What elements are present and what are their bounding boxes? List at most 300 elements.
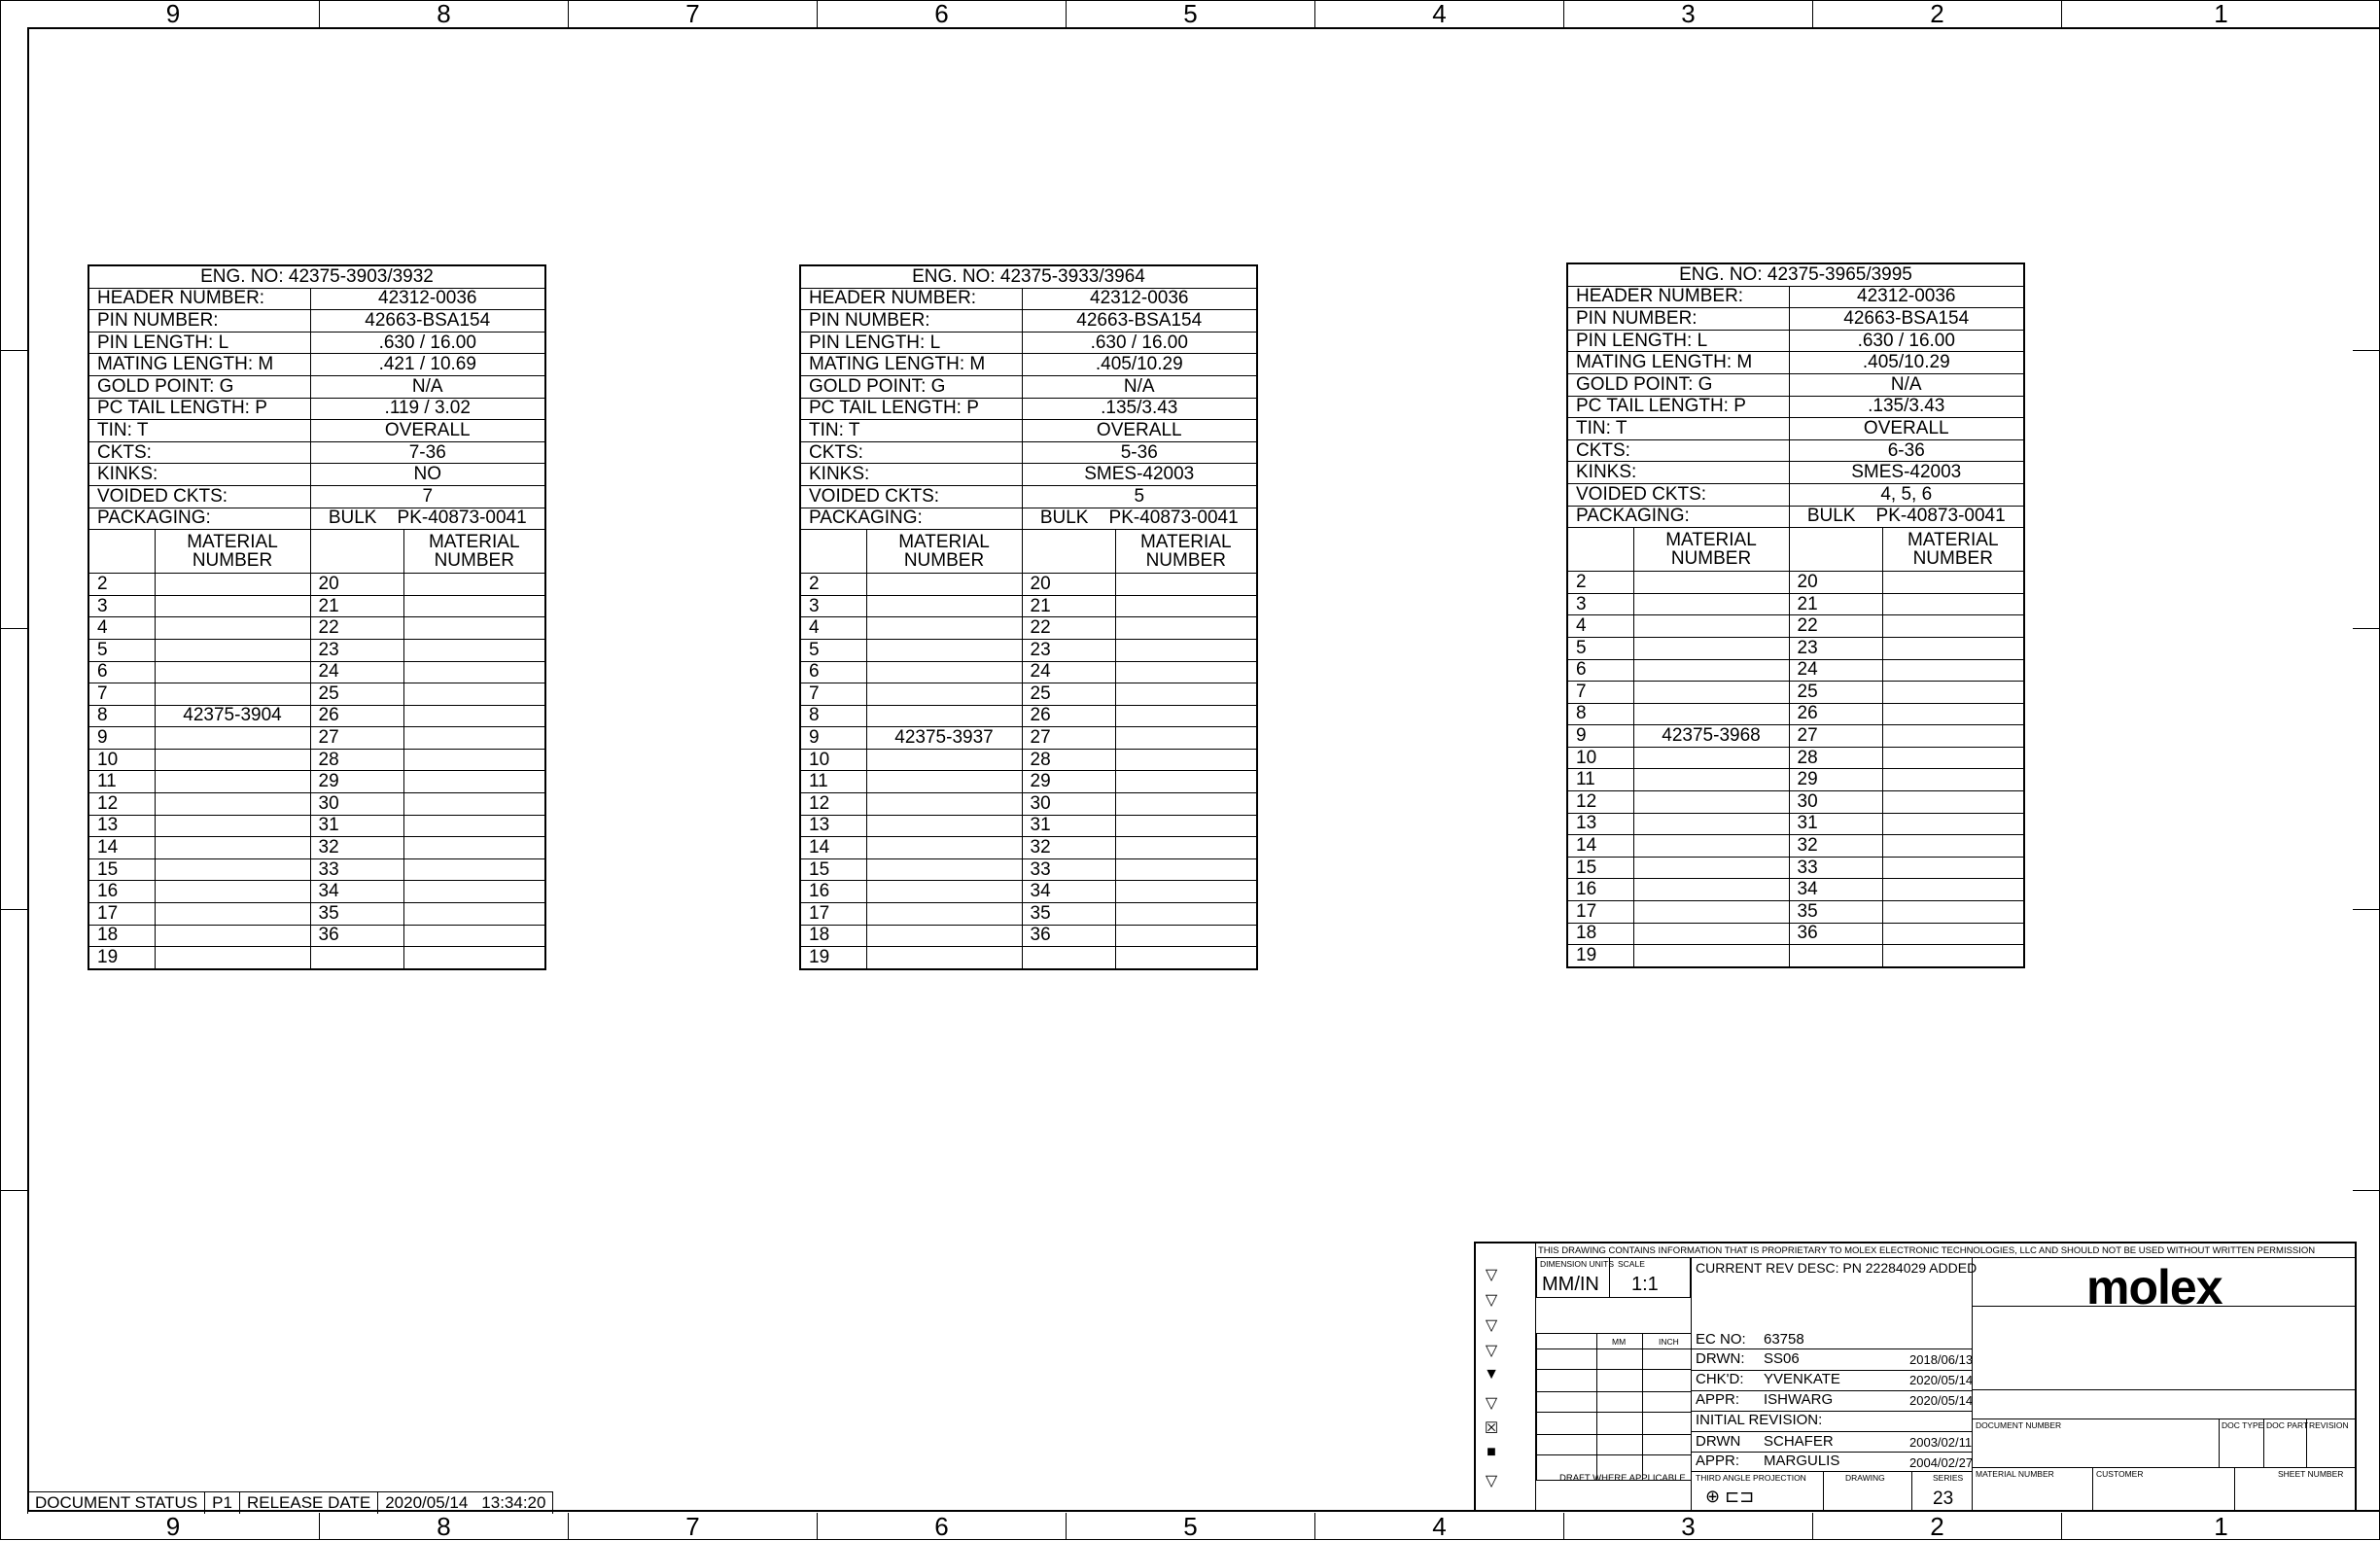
material-number: 42375-3904 — [155, 705, 310, 727]
circuit-count: 4 — [88, 617, 155, 640]
spec-label: PIN NUMBER: — [800, 310, 1022, 333]
spec-value: .135/3.43 — [1022, 398, 1257, 420]
spec-label: TIN: T — [1567, 418, 1789, 440]
table-row — [800, 858, 1257, 881]
circuit-count: 16 — [800, 881, 866, 903]
spec-label: GOLD POINT: G — [88, 375, 310, 398]
circuit-count: 34 — [1789, 879, 1882, 901]
spec-label: KINKS: — [88, 464, 310, 486]
document-number-label: DOCUMENT NUMBER — [1976, 1420, 2062, 1430]
circuit-count: 23 — [1789, 637, 1882, 659]
circuit-count: 31 — [1022, 815, 1115, 837]
circuit-count: 30 — [1789, 791, 1882, 814]
proprietary-notice: THIS DRAWING CONTAINS INFORMATION THAT IS PROPRIETARY TO MOLEX ELECTRONIC TECHNOLOGIES, LLC AND SHOULD NOT BE USED WITHOUT WRITTEN PERMISSION — [1538, 1245, 2316, 1256]
circuit-count: 5 — [800, 639, 866, 661]
spec-value: SMES-42003 — [1022, 464, 1257, 486]
circuit-count: 16 — [88, 881, 155, 903]
material-header-row — [800, 530, 1257, 574]
zone-tick — [2353, 909, 2380, 910]
circuit-count: 29 — [1789, 769, 1882, 791]
material-number — [1882, 593, 2024, 615]
circuit-count: 6 — [1567, 659, 1633, 682]
zone-label: 4 — [1314, 1513, 1563, 1540]
circuit-count: 34 — [310, 881, 403, 903]
circuit-count: 32 — [310, 837, 403, 859]
spec-row — [88, 464, 545, 486]
circuit-count: 33 — [1022, 858, 1115, 881]
drwn-date: 2018/06/13 — [1909, 1352, 1974, 1367]
divider — [1691, 1257, 1692, 1512]
packaging-row — [88, 508, 545, 530]
material-number — [1633, 615, 1789, 638]
table-row — [1567, 703, 2024, 725]
spec-value: N/A — [310, 375, 545, 398]
table-row — [88, 661, 545, 683]
material-number — [1882, 791, 2024, 814]
zone-label: 6 — [817, 1513, 1066, 1540]
circuit-count: 19 — [88, 947, 155, 969]
material-number — [1633, 682, 1789, 704]
circuit-count: 20 — [1789, 572, 1882, 594]
table-row — [1567, 813, 2024, 835]
material-number — [155, 925, 310, 947]
circuit-count: 11 — [88, 771, 155, 793]
zone-label: 5 — [1066, 1513, 1314, 1540]
circuit-count: 17 — [800, 903, 866, 926]
material-number — [403, 683, 545, 706]
material-number — [403, 881, 545, 903]
table-row — [88, 947, 545, 969]
material-header-row — [1567, 528, 2024, 572]
circuit-count: 35 — [1789, 901, 1882, 924]
material-number — [1882, 615, 2024, 638]
material-number — [1115, 858, 1257, 881]
zone-label: 5 — [1066, 0, 1314, 27]
spec-value: N/A — [1022, 375, 1257, 398]
circuit-count: 25 — [310, 683, 403, 706]
circuit-count: 22 — [310, 617, 403, 640]
spec-label: VOIDED CKTS: — [88, 485, 310, 508]
divider — [1823, 1471, 1824, 1512]
revision-label: REVISION — [2309, 1420, 2349, 1430]
table-row — [1567, 791, 2024, 814]
zone-tick — [2353, 1190, 2380, 1191]
init-drwn-label: DRWN — [1696, 1433, 1741, 1450]
circuit-count: 3 — [1567, 593, 1633, 615]
material-number — [866, 617, 1022, 640]
zone-label: 7 — [568, 1513, 817, 1540]
circuit-count: 35 — [1022, 903, 1115, 926]
material-number — [1882, 813, 2024, 835]
spec-label: TIN: T — [88, 420, 310, 442]
zone-label: 9 — [165, 1512, 181, 1541]
circuit-header-cell — [1022, 530, 1115, 574]
table-row — [800, 617, 1257, 640]
material-number — [403, 617, 545, 640]
material-number — [403, 595, 545, 617]
spec-label: PIN LENGTH: L — [1567, 330, 1789, 352]
zone-label: 9 — [165, 0, 181, 28]
circuit-count: 17 — [88, 903, 155, 926]
spec-label: HEADER NUMBER: — [1567, 286, 1789, 308]
spec-row — [1567, 330, 2024, 352]
circuit-count: 26 — [1022, 705, 1115, 727]
material-number — [155, 727, 310, 750]
document-status-bar — [27, 1491, 553, 1514]
divider — [1911, 1471, 1912, 1512]
circuit-count: 24 — [1789, 659, 1882, 682]
circuit-count: 34 — [1022, 881, 1115, 903]
circuit-count: 18 — [88, 925, 155, 947]
material-number — [866, 639, 1022, 661]
table-row — [88, 639, 545, 661]
material-number-header: MATERIAL NUMBER — [1115, 530, 1257, 574]
title-block — [1474, 1242, 2357, 1512]
material-number — [1633, 923, 1789, 945]
spec-value: 7 — [310, 485, 545, 508]
spec-value: .405/10.29 — [1789, 352, 2024, 374]
spec-row — [800, 398, 1257, 420]
circuit-count: 24 — [1022, 661, 1115, 683]
circuit-count: 4 — [1567, 615, 1633, 638]
circuit-count — [310, 947, 403, 969]
release-date: 2020/05/14 — [377, 1492, 474, 1514]
filled-square-icon: ■ — [1487, 1444, 1496, 1460]
circuit-count: 29 — [310, 771, 403, 793]
drwn: SS06 — [1764, 1350, 1800, 1367]
circuit-count: 21 — [1789, 593, 1882, 615]
circuit-count: 12 — [800, 793, 866, 816]
spec-row — [88, 310, 545, 333]
circuit-count: 16 — [1567, 879, 1633, 901]
ec-no: 63758 — [1764, 1331, 1804, 1348]
material-number — [1882, 659, 2024, 682]
third-angle-projection-icon: ⊕ ⊏⊐ — [1705, 1487, 1755, 1506]
material-number — [155, 881, 310, 903]
material-number — [155, 815, 310, 837]
spec-row — [1567, 373, 2024, 396]
release-date-label: RELEASE DATE — [239, 1492, 377, 1514]
material-number — [1633, 593, 1789, 615]
dimension-units-label: DIMENSION UNITS — [1540, 1259, 1615, 1269]
material-number — [1633, 901, 1789, 924]
table-row — [1567, 682, 2024, 704]
spec-label: PC TAIL LENGTH: P — [1567, 396, 1789, 418]
spec-row — [1567, 439, 2024, 462]
material-number — [155, 661, 310, 683]
circuit-count: 36 — [310, 925, 403, 947]
spec-label: MATING LENGTH: M — [800, 354, 1022, 376]
circuit-count: 15 — [800, 858, 866, 881]
circuit-count: 23 — [310, 639, 403, 661]
circuit-count: 10 — [1567, 747, 1633, 769]
circuit-count: 28 — [1789, 747, 1882, 769]
spec-label: VOIDED CKTS: — [1567, 483, 1789, 506]
material-number — [155, 617, 310, 640]
circuit-count: 20 — [310, 574, 403, 596]
molex-logo: molex — [2086, 1260, 2222, 1314]
surface-finish-icon: ▽ — [1485, 1292, 1498, 1309]
packaging-label: PACKAGING: — [88, 508, 310, 530]
circuit-count: 5 — [1567, 637, 1633, 659]
material-number — [155, 683, 310, 706]
init-appr-label: APPR: — [1696, 1453, 1740, 1469]
material-number — [1882, 703, 2024, 725]
spec-row — [800, 485, 1257, 508]
spec-row — [1567, 308, 2024, 331]
material-number-header: MATERIAL NUMBER — [1633, 528, 1789, 572]
material-number — [1882, 572, 2024, 594]
divider — [2219, 1418, 2220, 1467]
zone-label: 3 — [1563, 1513, 1812, 1540]
spec-value: 5 — [1022, 485, 1257, 508]
packaging-label: PACKAGING: — [800, 508, 1022, 530]
material-number — [1115, 815, 1257, 837]
circuit-count: 2 — [88, 574, 155, 596]
table-row — [88, 858, 545, 881]
circuit-count: 15 — [1567, 857, 1633, 879]
table-row — [800, 595, 1257, 617]
init-drwn: SCHAFER — [1764, 1433, 1834, 1450]
divider — [2092, 1467, 2093, 1512]
customer-label: CUSTOMER — [2096, 1469, 2144, 1479]
table-row — [88, 749, 545, 771]
material-number — [1633, 637, 1789, 659]
circuit-count: 13 — [1567, 813, 1633, 835]
spec-table-1 — [88, 264, 546, 970]
material-number — [1633, 879, 1789, 901]
init-appr: MARGULIS — [1764, 1453, 1840, 1469]
circuit-header-cell — [88, 530, 155, 574]
init-drwn-date: 2003/02/11 — [1909, 1435, 1973, 1450]
circuit-count: 4 — [800, 617, 866, 640]
table-row — [800, 749, 1257, 771]
spec-value: 42663-BSA154 — [1789, 308, 2024, 331]
material-number — [1115, 793, 1257, 816]
circuit-count: 7 — [1567, 682, 1633, 704]
packaging-value: BULK PK-40873-0041 — [310, 508, 545, 530]
spec-value: 42663-BSA154 — [310, 310, 545, 333]
material-number — [1633, 791, 1789, 814]
material-number — [1882, 747, 2024, 769]
spec-row — [88, 375, 545, 398]
spec-label: CKTS: — [88, 441, 310, 464]
material-number — [866, 903, 1022, 926]
table-row — [1567, 901, 2024, 924]
material-number-label: MATERIAL NUMBER — [1976, 1469, 2054, 1479]
zone-label: 1 — [2061, 0, 2380, 27]
table-row — [88, 727, 545, 750]
table-row — [1567, 945, 2024, 967]
material-number — [403, 793, 545, 816]
circuit-count: 13 — [88, 815, 155, 837]
circuit-count: 18 — [800, 925, 866, 947]
material-number — [1882, 835, 2024, 858]
material-number — [155, 858, 310, 881]
document-status-label: DOCUMENT STATUS — [27, 1492, 204, 1514]
material-number — [1633, 659, 1789, 682]
table-row — [1567, 725, 2024, 748]
tolerance-row — [1536, 1391, 1692, 1413]
spec-row — [800, 310, 1257, 333]
material-number — [403, 705, 545, 727]
circuit-count: 8 — [88, 705, 155, 727]
divider — [1972, 1306, 2357, 1307]
chkd-date: 2020/05/14 — [1909, 1373, 1974, 1387]
zone-label: 8 — [319, 0, 568, 27]
spec-value: .630 / 16.00 — [1022, 332, 1257, 354]
zone-tick — [0, 628, 27, 629]
circuit-header-cell — [1789, 528, 1882, 572]
material-number — [155, 837, 310, 859]
table-row — [800, 903, 1257, 926]
circuit-count: 19 — [1567, 945, 1633, 967]
circuit-count: 10 — [800, 749, 866, 771]
material-number — [155, 903, 310, 926]
circuit-count: 17 — [1567, 901, 1633, 924]
material-number-header: MATERIAL NUMBER — [1882, 528, 2024, 572]
circuit-count: 10 — [88, 749, 155, 771]
material-number — [403, 947, 545, 969]
table-row — [1567, 572, 2024, 594]
circuit-count: 6 — [88, 661, 155, 683]
circuit-count: 8 — [800, 705, 866, 727]
material-number — [403, 837, 545, 859]
circuit-count: 9 — [88, 727, 155, 750]
material-number — [866, 881, 1022, 903]
material-number — [155, 574, 310, 596]
material-number — [1115, 639, 1257, 661]
table-row — [800, 793, 1257, 816]
circuit-count: 35 — [310, 903, 403, 926]
table-title-row — [1567, 263, 2024, 286]
material-number — [155, 793, 310, 816]
material-number — [866, 837, 1022, 859]
table-row — [88, 617, 545, 640]
table-title-row — [88, 265, 545, 288]
material-number — [1115, 661, 1257, 683]
circuit-count: 18 — [1567, 923, 1633, 945]
ec-no-label: EC NO: — [1696, 1331, 1746, 1348]
circuit-count: 30 — [310, 793, 403, 816]
divider — [1972, 1418, 2357, 1419]
material-number — [1882, 769, 2024, 791]
material-number — [403, 771, 545, 793]
circuit-count: 14 — [88, 837, 155, 859]
divider — [1691, 1471, 1973, 1472]
material-number — [866, 705, 1022, 727]
material-number — [1882, 682, 2024, 704]
table-row — [1567, 659, 2024, 682]
spec-row — [88, 288, 545, 310]
zone-row-bottom — [27, 1513, 2380, 1540]
table-row — [88, 683, 545, 706]
spec-label: CKTS: — [1567, 439, 1789, 462]
packaging-row — [1567, 506, 2024, 528]
table-row — [1567, 879, 2024, 901]
spec-row — [800, 420, 1257, 442]
spec-row — [88, 332, 545, 354]
rev-desc: CURRENT REV DESC: PN 22284029 ADDED — [1696, 1260, 1978, 1276]
table-title-row — [800, 265, 1257, 288]
spec-label: PC TAIL LENGTH: P — [800, 398, 1022, 420]
table-row — [1567, 747, 2024, 769]
material-number — [866, 947, 1022, 969]
material-number — [1115, 727, 1257, 750]
spec-row — [800, 332, 1257, 354]
material-number — [403, 574, 545, 596]
material-number — [155, 639, 310, 661]
appr-date: 2020/05/14 — [1909, 1393, 1974, 1408]
spec-label: PIN LENGTH: L — [88, 332, 310, 354]
init-appr-date: 2004/02/27 — [1909, 1455, 1974, 1470]
material-number — [1633, 945, 1789, 967]
material-number — [866, 661, 1022, 683]
divider — [2306, 1418, 2307, 1467]
material-number — [1633, 747, 1789, 769]
circuit-count: 32 — [1022, 837, 1115, 859]
zone-tick — [0, 909, 27, 910]
spec-row — [1567, 462, 2024, 484]
material-number — [1115, 617, 1257, 640]
spec-row — [1567, 396, 2024, 418]
spec-value: OVERALL — [310, 420, 545, 442]
circuit-count: 21 — [310, 595, 403, 617]
table-row — [1567, 769, 2024, 791]
drwn-label: DRWN: — [1696, 1350, 1745, 1367]
zone-label: 4 — [1314, 0, 1563, 27]
document-status: P1 — [204, 1492, 239, 1514]
tolerance-row — [1536, 1348, 1692, 1370]
circuit-count: 14 — [800, 837, 866, 859]
packaging-value: BULK PK-40873-0041 — [1789, 506, 2024, 528]
circuit-count: 11 — [800, 771, 866, 793]
zone-label: 1 — [2061, 1513, 2380, 1540]
spec-value: .630 / 16.00 — [310, 332, 545, 354]
circuit-count: 28 — [310, 749, 403, 771]
material-number — [866, 683, 1022, 706]
surface-finish-icon: ▽ — [1485, 1317, 1498, 1334]
material-number — [403, 815, 545, 837]
material-number — [1882, 879, 2024, 901]
material-number — [1115, 595, 1257, 617]
surface-finish-icon: ▽ — [1485, 1267, 1498, 1283]
circuit-count: 25 — [1789, 682, 1882, 704]
spec-label: PIN NUMBER: — [88, 310, 310, 333]
spec-value: OVERALL — [1789, 418, 2024, 440]
circuit-count: 12 — [88, 793, 155, 816]
table-row — [800, 574, 1257, 596]
material-number — [1633, 857, 1789, 879]
circuit-count: 3 — [88, 595, 155, 617]
circuit-count: 11 — [1567, 769, 1633, 791]
circuit-count: 22 — [1789, 615, 1882, 638]
spec-row — [88, 420, 545, 442]
spec-row — [1567, 286, 2024, 308]
eng-no-title: ENG. NO: 42375-3965/3995 — [1567, 263, 2024, 286]
circuit-count: 12 — [1567, 791, 1633, 814]
zone-tick — [2353, 628, 2380, 629]
circuit-count: 24 — [310, 661, 403, 683]
spec-label: PIN NUMBER: — [1567, 308, 1789, 331]
circuit-header-cell — [800, 530, 866, 574]
zone-tick — [0, 1190, 27, 1191]
appr: ISHWARG — [1764, 1391, 1834, 1408]
material-number — [155, 947, 310, 969]
circuit-count: 22 — [1022, 617, 1115, 640]
circuit-count: 25 — [1022, 683, 1115, 706]
table-row — [800, 815, 1257, 837]
